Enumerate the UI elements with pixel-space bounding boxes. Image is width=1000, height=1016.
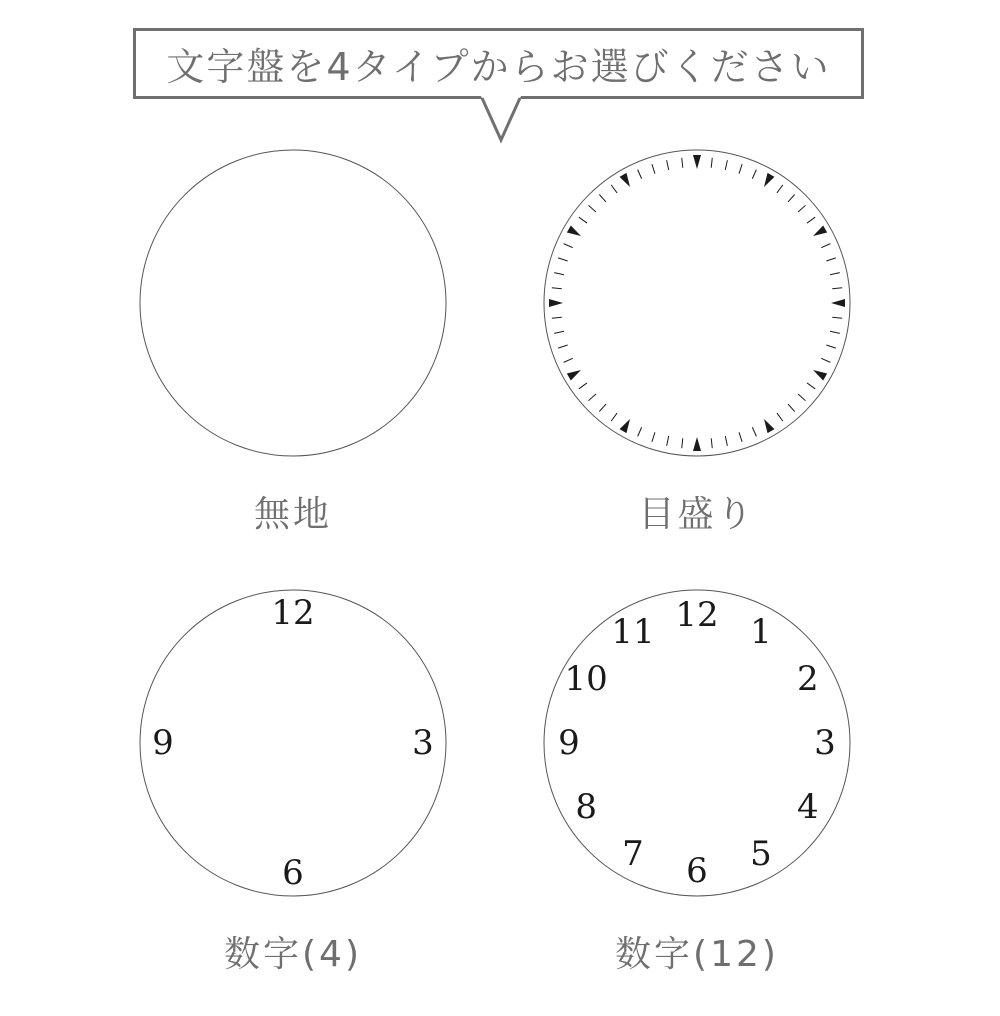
numeral-6: 6 bbox=[282, 853, 304, 893]
numeral-11: 11 bbox=[611, 612, 655, 653]
numeral-9: 9 bbox=[558, 723, 580, 763]
dial-option-ticks[interactable] bbox=[542, 148, 852, 535]
numeral-3: 3 bbox=[412, 723, 434, 763]
dial-option-label: 数字(4) bbox=[224, 934, 362, 975]
dial-option-label: 数字(12) bbox=[615, 934, 779, 975]
numeral-6: 6 bbox=[686, 851, 708, 891]
dial-option-label: 目盛り bbox=[638, 494, 756, 535]
numeral-4: 4 bbox=[797, 787, 819, 827]
numeral-1: 1 bbox=[750, 612, 772, 653]
bubble-tail bbox=[481, 96, 521, 144]
ticks-dial-face bbox=[542, 148, 852, 458]
numeral-12: 12 bbox=[271, 593, 315, 633]
numeral-2: 2 bbox=[797, 659, 819, 699]
prompt-text: 文字盤を4タイプからお選びください bbox=[166, 45, 831, 89]
numeral-9: 9 bbox=[152, 723, 174, 763]
dial-option-label: 無地 bbox=[253, 494, 332, 535]
plain-dial-face bbox=[138, 148, 448, 458]
dial-option-numbers-4[interactable] bbox=[138, 588, 448, 975]
numeral-7: 7 bbox=[622, 833, 644, 874]
numeral-3: 3 bbox=[814, 723, 836, 763]
numeral-8: 8 bbox=[575, 787, 597, 827]
numeral-5: 5 bbox=[750, 833, 772, 874]
numeral-12: 12 bbox=[675, 595, 719, 635]
prompt-bubble bbox=[133, 28, 864, 99]
numeral-10: 10 bbox=[564, 659, 608, 699]
numbers-4-dial-face bbox=[138, 588, 448, 898]
numbers-12-dial-face bbox=[542, 588, 852, 898]
dial-option-plain[interactable] bbox=[138, 148, 448, 535]
dial-option-numbers-12[interactable] bbox=[542, 588, 852, 975]
